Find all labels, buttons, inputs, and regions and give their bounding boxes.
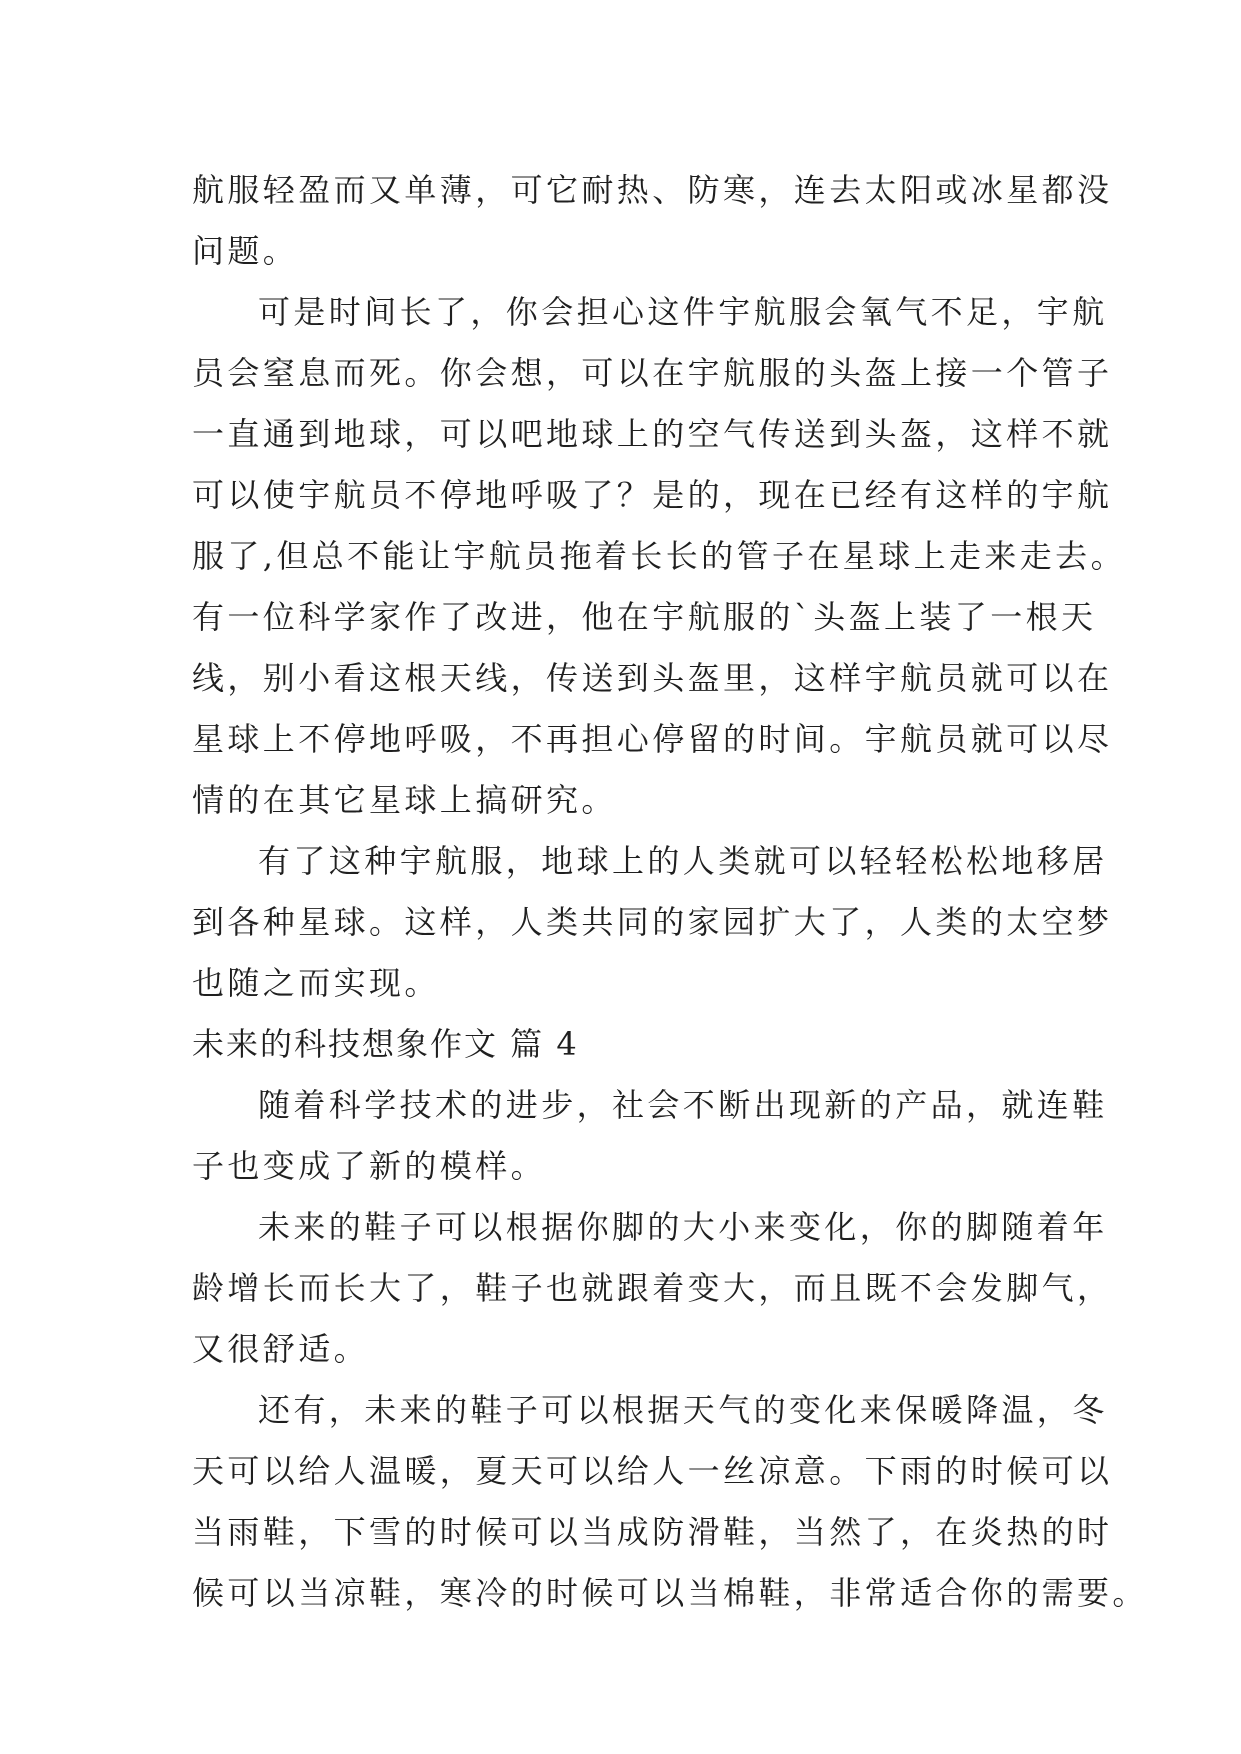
text-line: 服了,但总不能让宇航员拖着长长的管子在星球上走来走去。 (192, 537, 1126, 575)
text-line: 情的在其它星球上搞研究。 (192, 781, 617, 819)
section-heading: 未来的科技想象作文 篇 4 (192, 1025, 579, 1063)
text-line: 到各种星球。这样，人类共同的家园扩大了，人类的太空梦 (192, 903, 1113, 941)
paragraph-start-line: 有了这种宇航服，地球上的人类就可以轻轻松松地移居 (258, 842, 1108, 880)
text-line: 龄增长而长大了，鞋子也就跟着变大，而且既不会发脚气， (192, 1269, 1113, 1307)
text-line: 问题。 (192, 232, 299, 270)
text-line: 天可以给人温暖，夏天可以给人一丝凉意。下雨的时候可以 (192, 1452, 1113, 1490)
text-line: 星球上不停地呼吸，不再担心停留的时间。宇航员就可以尽 (192, 720, 1113, 758)
text-line: 候可以当凉鞋，寒冷的时候可以当棉鞋，非常适合你的需要。 (192, 1574, 1148, 1612)
paragraph-start-line: 可是时间长了，你会担心这件宇航服会氧气不足，宇航 (258, 293, 1108, 331)
text-line: 子也变成了新的模样。 (192, 1147, 547, 1185)
paragraph-start-line: 未来的鞋子可以根据你脚的大小来变化，你的脚随着年 (258, 1208, 1108, 1246)
text-line: 航服轻盈而又单薄，可它耐热、防寒，连去太阳或冰星都没 (192, 171, 1113, 209)
text-line: 员会窒息而死。你会想，可以在宇航服的头盔上接一个管子 (192, 354, 1113, 392)
text-line: 也随之而实现。 (192, 964, 440, 1002)
text-line: 可以使宇航员不停地呼吸了？是的，现在已经有这样的宇航 (192, 476, 1113, 514)
paragraph-start-line: 还有，未来的鞋子可以根据天气的变化来保暖降温，冬 (258, 1391, 1108, 1429)
text-line: 又很舒适。 (192, 1330, 370, 1368)
paragraph-start-line: 随着科学技术的进步，社会不断出现新的产品，就连鞋 (258, 1086, 1108, 1124)
text-line: 当雨鞋，下雪的时候可以当成防滑鞋，当然了，在炎热的时 (192, 1513, 1113, 1551)
text-line: 线，别小看这根天线，传送到头盔里，这样宇航员就可以在 (192, 659, 1113, 697)
text-line: 有一位科学家作了改进，他在宇航服的`头盔上装了一根天 (192, 598, 1097, 636)
article-body (192, 160, 1148, 1624)
text-line: 一直通到地球，可以吧地球上的空气传送到头盔，这样不就 (192, 415, 1113, 453)
